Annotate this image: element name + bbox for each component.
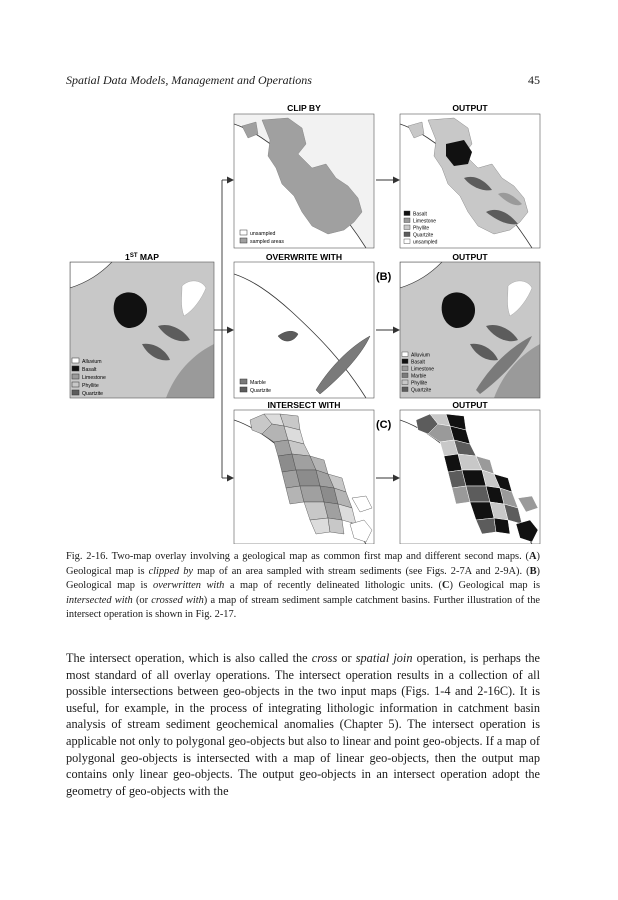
first-map-sup: ST	[129, 253, 138, 259]
running-head	[66, 73, 540, 89]
legend-output-b-5: Quartzite	[411, 387, 432, 394]
panel-label-b: (B)	[376, 271, 392, 283]
caption-text-7: (or	[132, 594, 152, 606]
caption-clipped-by: clipped by	[148, 565, 194, 577]
caption-c: C	[442, 580, 450, 592]
caption-text-4: ) Geological map is	[66, 565, 540, 592]
body-text-1: The intersect operation, which is also called the	[66, 651, 312, 665]
first-map-num: 1	[125, 252, 130, 262]
arrow-to-output-c	[393, 475, 400, 482]
arrow-to-output-b	[393, 327, 400, 334]
caption-text-5: a map of recently delineated lithologic units. (	[224, 580, 443, 592]
panel-label-c: (C)	[376, 419, 392, 431]
body-text-3: operation, is perhaps the most standard of all overlay operations. The intersect operation results in a collection of all possible intersections between geo-objects in the two input maps (Figs. 1-4 and 2-16C). It is useful, for example, in the process of integrating lithologic information in catchment basin analysis of stream sediment geochemical anomalies (Chapter 5). The intersect operation is applicable not only to polygonal geo-objects but also to linear and point geo-objects. If a map of polygonal geo-objects is intersected with a map of linear geo-objects, then the output map contains only linear geo-objects. The output geo-objects in an intersect operation adopt the geometry of geo-objects with the	[66, 651, 540, 798]
intersect-with-map	[234, 410, 374, 544]
clip-by-heading: CLIP BY	[287, 103, 321, 113]
arrow-to-intersect	[227, 475, 234, 482]
legend-output-a-0: Basalt	[413, 211, 427, 218]
figure-2-16	[66, 98, 544, 544]
output-heading-a: OUTPUT	[452, 103, 488, 113]
caption-intersected-with: intersected with	[66, 594, 133, 606]
overwrite-with-heading: OVERWRITE WITH	[265, 252, 343, 262]
legend-output-a-2: Phyllite	[413, 225, 430, 232]
body-text-2: or	[337, 651, 356, 665]
legend-output-a-1: Limestone	[413, 218, 437, 225]
running-head-title: Spatial Data Models, Management and Operations	[66, 73, 312, 87]
body-spatial-join: spatial join	[355, 651, 413, 665]
legend-overwrite-1: Quartzite	[250, 388, 272, 394]
legend-first-2: Limestone	[82, 375, 106, 381]
arrow-to-clip	[227, 177, 234, 184]
clip-by-map	[234, 114, 374, 248]
body-cross: cross	[311, 651, 338, 665]
caption-overwritten-with: overwritten with	[153, 580, 225, 592]
arrow-to-output-a	[393, 177, 400, 184]
caption-a: A	[529, 551, 537, 562]
caption-text-2: ) Geological map is	[66, 551, 540, 577]
paragraph-intersect	[66, 650, 540, 799]
figure-caption	[66, 550, 540, 623]
legend-first-3: Phyllite	[82, 383, 99, 389]
caption-text-3: map of an area sampled with stream sediments (see Figs. 2-7A and 2-9A). (	[193, 565, 530, 577]
legend-output-b-0: Alluvium	[411, 352, 430, 359]
legend-first-1: Basalt	[82, 367, 97, 373]
caption-fig-label: Fig. 2-16.	[66, 551, 108, 562]
caption-text-6: ) Geological map is	[449, 580, 541, 592]
legend-output-b-3: Marble	[411, 373, 427, 380]
overwrite-with-map	[234, 262, 374, 398]
legend-output-b-4: Phyllite	[411, 380, 428, 387]
arrow-to-overwrite	[227, 327, 234, 334]
legend-output-b-2: Limestone	[411, 366, 435, 373]
legend-first-0: Alluvium	[82, 359, 102, 365]
first-map-heading	[125, 252, 159, 262]
body-paragraph	[66, 650, 540, 799]
output-heading-b: OUTPUT	[452, 252, 488, 262]
caption-text-8: ) a map of stream sediment sample catchment basins. Further illustration of the intersect operation is shown in Fig. 2-17.	[66, 594, 541, 621]
intersect-with-heading: INTERSECT WITH	[267, 400, 341, 410]
overlay-diagram	[66, 98, 544, 544]
legend-clip-0: unsampled	[250, 231, 276, 237]
legend-output-a-4: unsampled	[413, 239, 438, 246]
page-number: 45	[528, 73, 540, 87]
first-map-word: MAP	[137, 252, 159, 262]
caption-b: B	[529, 565, 537, 577]
caption-crossed-with: crossed with	[151, 594, 204, 606]
legend-output-b-1: Basalt	[411, 359, 425, 366]
legend-overwrite-0: Marble	[250, 380, 266, 386]
legend-first-4: Quartzite	[82, 391, 104, 397]
output-heading-c: OUTPUT	[452, 400, 488, 410]
legend-clip-1: sampled areas	[250, 239, 285, 245]
caption-text-1: Two-map overlay involving a geological map as common first map and different second maps. (	[107, 551, 530, 562]
output-map-c	[400, 410, 540, 544]
legend-output-a-3: Quartzite	[413, 232, 434, 239]
